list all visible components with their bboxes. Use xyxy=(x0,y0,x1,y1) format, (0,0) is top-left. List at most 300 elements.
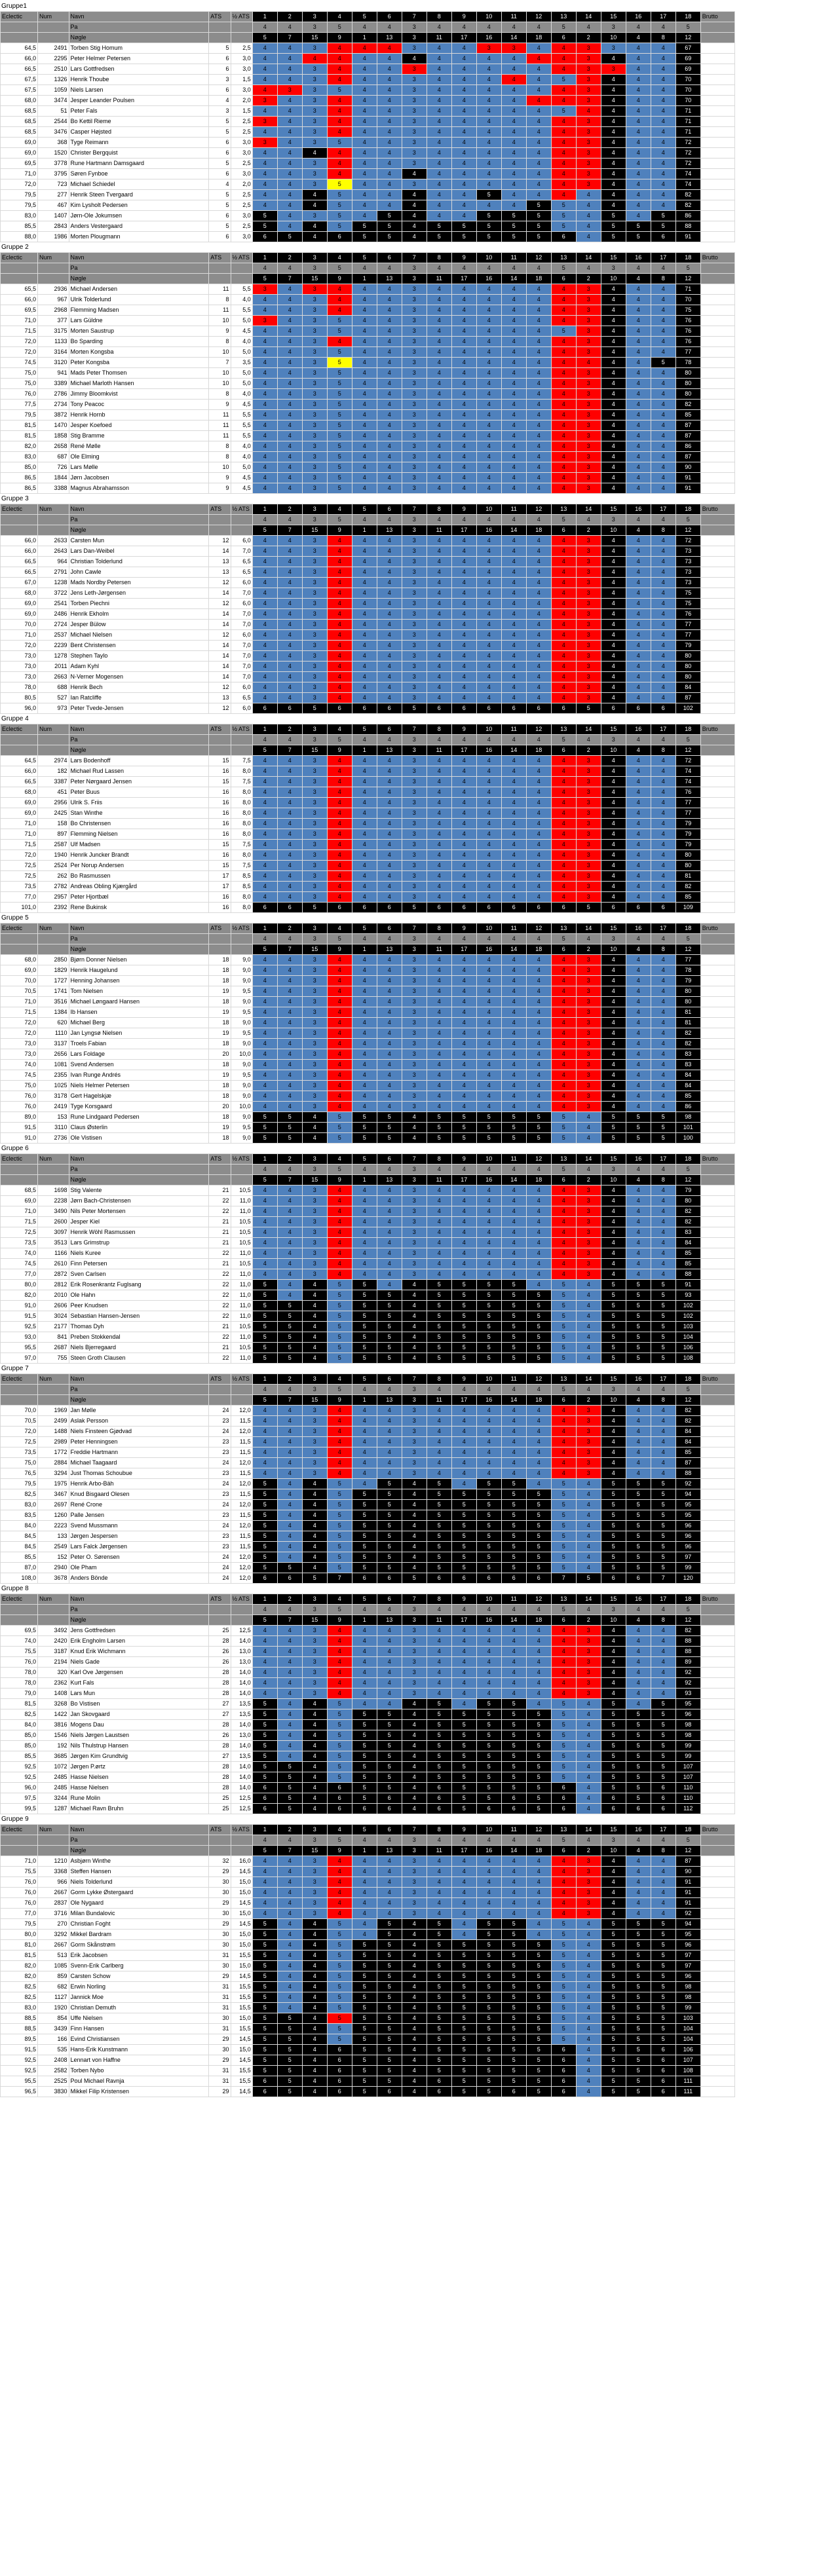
nogle-value: 12 xyxy=(675,1175,700,1185)
hole-score: 4 xyxy=(277,986,302,997)
hole-score: 4 xyxy=(551,986,576,997)
hole-score: 4 xyxy=(651,64,675,75)
hole-score: 4 xyxy=(626,1248,651,1259)
player-row xyxy=(1,379,735,389)
hole-score: 4 xyxy=(526,1468,551,1479)
blank-cell xyxy=(38,515,69,525)
hole-score: 5 xyxy=(352,1720,377,1730)
hole-score: 4 xyxy=(651,1458,675,1468)
hole-score: 4 xyxy=(526,1919,551,1930)
eclectic-score: 74,5 xyxy=(1,1259,38,1269)
hole-score: 4 xyxy=(302,1804,327,1814)
hole-number: 2 xyxy=(277,504,302,515)
hole-score: 5 xyxy=(352,1730,377,1741)
hole-number: 7 xyxy=(402,1594,427,1605)
eclectic-score: 85,5 xyxy=(1,221,38,232)
half-ats-value: 2,5 xyxy=(231,43,252,54)
hole-score: 4 xyxy=(551,1102,576,1112)
hole-score: 4 xyxy=(252,1091,277,1102)
hole-score: 5 xyxy=(352,1940,377,1951)
eclectic-score: 68,5 xyxy=(1,106,38,117)
hole-score: 4 xyxy=(277,1102,302,1112)
hole-score: 96 xyxy=(675,1531,700,1542)
hole-score: 5 xyxy=(252,1301,277,1311)
player-name: Magnus Abrahamsson xyxy=(69,483,209,494)
hole-score: 3 xyxy=(576,1091,601,1102)
hole-score: 4 xyxy=(352,462,377,473)
player-row xyxy=(1,1123,735,1133)
ats-value: 21 xyxy=(209,1217,231,1227)
hole-score: 80 xyxy=(675,986,700,997)
hole-score: 4 xyxy=(651,96,675,106)
player-name: Jørn Jacobsen xyxy=(69,473,209,483)
hole-score: 4 xyxy=(352,85,377,96)
hole-score: 5 xyxy=(252,1961,277,1971)
hole-score: 4 xyxy=(476,1468,501,1479)
hole-score: 4 xyxy=(402,1290,427,1301)
par-value: 3 xyxy=(601,263,626,274)
hole-score: 4 xyxy=(352,808,377,819)
hole-score: 4 xyxy=(476,819,501,829)
hole-score: 4 xyxy=(327,1898,352,1909)
hole-score: 4 xyxy=(352,211,377,221)
hole-score: 4 xyxy=(377,1007,402,1018)
player-name: Bo Vistisen xyxy=(69,1699,209,1709)
hole-score: 4 xyxy=(427,850,451,861)
eclectic-score: 82,5 xyxy=(1,1982,38,1992)
brutto-score xyxy=(700,1353,734,1364)
player-num: 3678 xyxy=(38,1573,69,1584)
hole-score: 4 xyxy=(476,1206,501,1217)
hole-score: 71 xyxy=(675,127,700,138)
hole-score: 4 xyxy=(427,284,451,295)
hole-score: 4 xyxy=(427,798,451,808)
hole-score: 4 xyxy=(651,138,675,148)
hole-score: 4 xyxy=(526,117,551,127)
hole-score: 4 xyxy=(277,368,302,379)
player-row xyxy=(1,2013,735,2024)
hole-score: 5 xyxy=(576,703,601,714)
ats-value: 21 xyxy=(209,1185,231,1196)
hole-score: 4 xyxy=(327,1049,352,1060)
hole-score: 3 xyxy=(302,1447,327,1458)
ats-value: 16 xyxy=(209,766,231,777)
half-ats-value: 14,0 xyxy=(231,1783,252,1793)
half-ats-value: 13,5 xyxy=(231,1699,252,1709)
hole-number: 12 xyxy=(526,924,551,934)
hole-score: 6 xyxy=(501,703,526,714)
hole-score: 3 xyxy=(402,138,427,148)
half-ats-value: 1,5 xyxy=(231,106,252,117)
par-value: 3 xyxy=(302,934,327,944)
hole-score: 4 xyxy=(551,1248,576,1259)
hole-score: 3 xyxy=(302,1248,327,1259)
hole-score: 5 xyxy=(427,1280,451,1290)
ats-value: 16 xyxy=(209,808,231,819)
hole-score: 111 xyxy=(675,2076,700,2087)
hole-score: 5 xyxy=(327,452,352,462)
hole-score: 4 xyxy=(377,410,402,420)
hole-score: 5 xyxy=(277,1563,302,1573)
blank-cell xyxy=(700,1835,734,1846)
hole-score: 4 xyxy=(526,1196,551,1206)
hole-score: 4 xyxy=(427,1007,451,1018)
hole-score: 5 xyxy=(427,1343,451,1353)
hole-score: 4 xyxy=(651,871,675,882)
hole-score: 4 xyxy=(252,1877,277,1888)
nogle-value: 10 xyxy=(601,1615,626,1626)
hole-score: 4 xyxy=(501,159,526,169)
col-eclectic: Eclectic xyxy=(1,12,38,22)
brutto-score xyxy=(700,400,734,410)
hole-score: 4 xyxy=(576,1772,601,1783)
par-value: 4 xyxy=(451,934,476,944)
hole-score: 4 xyxy=(277,1909,302,1919)
hole-score: 4 xyxy=(476,1081,501,1091)
hole-score: 5 xyxy=(551,1563,576,1573)
blank-cell xyxy=(209,1165,231,1175)
hole-number: 12 xyxy=(526,1154,551,1165)
col-ats: ATS xyxy=(209,1374,231,1385)
hole-score: 4 xyxy=(277,567,302,578)
hole-score: 4 xyxy=(352,347,377,358)
hole-score: 4 xyxy=(651,1081,675,1091)
hole-score: 3 xyxy=(302,159,327,169)
player-num: 2940 xyxy=(38,1563,69,1573)
hole-score: 5 xyxy=(651,1290,675,1301)
hole-score: 4 xyxy=(451,1406,476,1416)
hole-score: 4 xyxy=(601,54,626,64)
hole-score: 5 xyxy=(252,1489,277,1500)
hole-score: 72 xyxy=(675,159,700,169)
hole-score: 4 xyxy=(302,1343,327,1353)
hole-score: 82 xyxy=(675,1206,700,1217)
hole-number: 8 xyxy=(427,924,451,934)
hole-score: 4 xyxy=(476,1091,501,1102)
nogle-value: 8 xyxy=(651,1846,675,1856)
nogle-value: 8 xyxy=(651,33,675,43)
hole-score: 4 xyxy=(576,1762,601,1772)
hole-score: 4 xyxy=(327,787,352,798)
eclectic-score: 71,0 xyxy=(1,997,38,1007)
hole-score: 4 xyxy=(601,169,626,179)
hole-score: 4 xyxy=(277,1081,302,1091)
hole-score: 4 xyxy=(352,1856,377,1867)
hole-score: 5 xyxy=(526,1804,551,1814)
par-value: 4 xyxy=(252,1605,277,1615)
brutto-score xyxy=(700,358,734,368)
hole-score: 4 xyxy=(651,190,675,200)
hole-score: 3 xyxy=(402,316,427,326)
hole-score: 4 xyxy=(402,1783,427,1793)
hole-score: 5 xyxy=(377,1783,402,1793)
hole-score: 4 xyxy=(626,1647,651,1657)
blank-cell xyxy=(38,934,69,944)
hole-score: 4 xyxy=(651,1070,675,1081)
hole-score: 3 xyxy=(576,85,601,96)
hole-score: 4 xyxy=(352,159,377,169)
ats-value: 28 xyxy=(209,1689,231,1699)
player-row xyxy=(1,2003,735,2013)
hole-score: 4 xyxy=(402,1951,427,1961)
hole-score: 5 xyxy=(451,232,476,242)
hole-score: 4 xyxy=(576,1971,601,1982)
hole-score: 4 xyxy=(377,567,402,578)
hole-score: 4 xyxy=(451,358,476,368)
hole-score: 93 xyxy=(675,1689,700,1699)
player-name: Henrik Bech xyxy=(69,682,209,693)
hole-score: 3 xyxy=(302,1185,327,1196)
player-row xyxy=(1,54,735,64)
player-name: Poul Michael Ravnja xyxy=(69,2076,209,2087)
hole-score: 4 xyxy=(501,400,526,410)
par-value: 4 xyxy=(277,1165,302,1175)
hole-score: 4 xyxy=(501,54,526,64)
hole-score: 4 xyxy=(427,976,451,986)
brutto-score xyxy=(700,777,734,787)
hole-score: 4 xyxy=(501,1248,526,1259)
nogle-value: 11 xyxy=(427,525,451,536)
hole-score: 4 xyxy=(576,106,601,117)
hole-score: 4 xyxy=(277,441,302,452)
hole-score: 5 xyxy=(651,2003,675,2013)
hole-score: 3 xyxy=(576,599,601,609)
player-row xyxy=(1,1709,735,1720)
hole-score: 5 xyxy=(427,2003,451,2013)
nogle-value: 7 xyxy=(277,274,302,284)
hole-score: 4 xyxy=(352,326,377,337)
player-row xyxy=(1,620,735,630)
eclectic-score: 82,5 xyxy=(1,1489,38,1500)
hole-score: 4 xyxy=(626,1689,651,1699)
hole-score: 3 xyxy=(302,819,327,829)
hole-score: 5 xyxy=(252,221,277,232)
hole-score: 5 xyxy=(451,1793,476,1804)
hole-score: 4 xyxy=(476,546,501,557)
nogle-value: 17 xyxy=(451,274,476,284)
eclectic-score: 82,5 xyxy=(1,1992,38,2003)
scorecard-table xyxy=(0,724,735,913)
hole-score: 4 xyxy=(501,871,526,882)
hole-score: 4 xyxy=(651,347,675,358)
hole-score: 4 xyxy=(302,148,327,159)
half-ats-value: 7,5 xyxy=(231,840,252,850)
hole-score: 4 xyxy=(551,1206,576,1217)
player-row xyxy=(1,1039,735,1049)
half-ats-value: 14,0 xyxy=(231,1741,252,1751)
player-num: 687 xyxy=(38,452,69,462)
hole-score: 5 xyxy=(651,1563,675,1573)
hole-score: 5 xyxy=(476,232,501,242)
hole-score: 5 xyxy=(252,1510,277,1521)
hole-number: 13 xyxy=(551,1154,576,1165)
blank-cell xyxy=(700,934,734,944)
eclectic-score: 89,0 xyxy=(1,1112,38,1123)
hole-number: 11 xyxy=(501,1594,526,1605)
hole-number: 16 xyxy=(626,924,651,934)
col-navn: Navn xyxy=(69,1154,209,1165)
par-value: 5 xyxy=(551,515,576,525)
hole-score: 4 xyxy=(377,672,402,682)
hole-score: 4 xyxy=(377,148,402,159)
hole-score: 5 xyxy=(352,1563,377,1573)
eclectic-score: 70,0 xyxy=(1,1406,38,1416)
brutto-score xyxy=(700,903,734,913)
nogle-value: 9 xyxy=(327,745,352,756)
hole-score: 5 xyxy=(451,1563,476,1573)
hole-score: 82 xyxy=(675,400,700,410)
hole-score: 5 xyxy=(526,2076,551,2087)
hole-score: 4 xyxy=(377,1468,402,1479)
hole-score: 4 xyxy=(601,159,626,169)
hole-score: 4 xyxy=(626,1699,651,1709)
hole-score: 4 xyxy=(526,389,551,400)
player-row xyxy=(1,1961,735,1971)
hole-score: 5 xyxy=(277,2055,302,2066)
player-row xyxy=(1,1982,735,1992)
hole-score: 3 xyxy=(402,777,427,787)
player-row xyxy=(1,882,735,892)
player-row xyxy=(1,441,735,452)
hole-number: 18 xyxy=(675,253,700,263)
hole-number: 12 xyxy=(526,1374,551,1385)
half-ats-value: 14,5 xyxy=(231,2034,252,2045)
player-name: Kurt Fals xyxy=(69,1678,209,1689)
brutto-score xyxy=(700,1919,734,1930)
hole-score: 4 xyxy=(551,337,576,347)
hole-score: 5 xyxy=(352,1280,377,1290)
hole-score: 4 xyxy=(601,808,626,819)
hole-score: 4 xyxy=(352,295,377,305)
hole-score: 4 xyxy=(451,1678,476,1689)
hole-score: 4 xyxy=(626,1898,651,1909)
player-row xyxy=(1,64,735,75)
nogle-value: 15 xyxy=(302,525,327,536)
player-num: 1210 xyxy=(38,1856,69,1867)
hole-score: 5 xyxy=(302,1573,327,1584)
hole-score: 4 xyxy=(252,1227,277,1238)
hole-score: 4 xyxy=(526,64,551,75)
hole-score: 3 xyxy=(302,1227,327,1238)
hole-score: 3 xyxy=(402,483,427,494)
player-row xyxy=(1,1521,735,1531)
blank-cell xyxy=(231,525,252,536)
hole-score: 4 xyxy=(451,756,476,766)
hole-score: 3 xyxy=(576,955,601,965)
hole-score: 3 xyxy=(302,1647,327,1657)
par-value: 4 xyxy=(476,263,501,274)
ats-value: 14 xyxy=(209,609,231,620)
nogle-value: 11 xyxy=(427,1175,451,1185)
hole-score: 4 xyxy=(526,1206,551,1217)
hole-score: 5 xyxy=(501,1123,526,1133)
blank-cell xyxy=(1,263,38,274)
hole-score: 4 xyxy=(551,997,576,1007)
hole-score: 4 xyxy=(651,1227,675,1238)
hole-score: 4 xyxy=(601,1689,626,1699)
eclectic-score: 81,5 xyxy=(1,431,38,441)
hole-score: 4 xyxy=(427,682,451,693)
hole-score: 4 xyxy=(626,410,651,420)
hole-score: 4 xyxy=(526,997,551,1007)
hole-score: 4 xyxy=(352,1479,377,1489)
hole-score: 4 xyxy=(501,1468,526,1479)
half-ats-value: 8,0 xyxy=(231,819,252,829)
player-name: Karl Ove Jørgensen xyxy=(69,1668,209,1678)
par-value: 3 xyxy=(601,934,626,944)
hole-score: 3 xyxy=(402,1049,427,1060)
eclectic-score: 88,0 xyxy=(1,232,38,242)
hole-score: 5 xyxy=(601,1940,626,1951)
hole-score: 4 xyxy=(476,169,501,179)
half-ats-value: 4,0 xyxy=(231,295,252,305)
col-ats: ATS xyxy=(209,504,231,515)
hole-score: 4 xyxy=(601,955,626,965)
hole-score: 3 xyxy=(576,96,601,106)
ats-value: 29 xyxy=(209,1867,231,1877)
nogle-value: 14 xyxy=(501,274,526,284)
half-ats-value: 2,5 xyxy=(231,190,252,200)
ats-value: 16 xyxy=(209,819,231,829)
nogle-value: 7 xyxy=(277,745,302,756)
hole-score: 4 xyxy=(651,316,675,326)
player-row xyxy=(1,840,735,850)
player-num: 1072 xyxy=(38,1762,69,1772)
hole-score: 4 xyxy=(526,316,551,326)
hole-score: 4 xyxy=(377,777,402,787)
hole-score: 4 xyxy=(277,682,302,693)
hole-score: 6 xyxy=(626,1804,651,1814)
player-name: Jesper Leander Poulsen xyxy=(69,96,209,106)
hole-score: 4 xyxy=(352,630,377,641)
player-num: 3476 xyxy=(38,127,69,138)
player-num: 2687 xyxy=(38,1343,69,1353)
hole-score: 4 xyxy=(402,2066,427,2076)
hole-score: 3 xyxy=(402,1657,427,1668)
hole-score: 4 xyxy=(551,284,576,295)
eclectic-score: 72,0 xyxy=(1,850,38,861)
par-value: 5 xyxy=(551,934,576,944)
hole-score: 4 xyxy=(476,1028,501,1039)
hole-score: 4 xyxy=(501,305,526,316)
hole-score: 4 xyxy=(327,1909,352,1919)
hole-score: 3 xyxy=(576,808,601,819)
half-ats-value: 11,0 xyxy=(231,1353,252,1364)
hole-score: 3 xyxy=(302,1102,327,1112)
player-num: 1488 xyxy=(38,1427,69,1437)
par-value: 3 xyxy=(302,735,327,745)
player-num: 166 xyxy=(38,2034,69,2045)
player-num: 2295 xyxy=(38,54,69,64)
hole-score: 5 xyxy=(551,1322,576,1332)
hole-score: 4 xyxy=(352,96,377,106)
hole-score: 5 xyxy=(651,1982,675,1992)
hole-score: 5 xyxy=(252,1699,277,1709)
hole-score: 4 xyxy=(277,1888,302,1898)
hole-score: 4 xyxy=(451,284,476,295)
ats-value: 14 xyxy=(209,546,231,557)
hole-score: 5 xyxy=(626,2076,651,2087)
hole-score: 5 xyxy=(476,1531,501,1542)
hole-score: 4 xyxy=(576,1531,601,1542)
hole-score: 5 xyxy=(501,1510,526,1521)
hole-score: 4 xyxy=(352,829,377,840)
hole-score: 4 xyxy=(526,1888,551,1898)
ats-value: 22 xyxy=(209,1332,231,1343)
par-value: 4 xyxy=(501,263,526,274)
hole-score: 4 xyxy=(427,64,451,75)
brutto-score xyxy=(700,1804,734,1814)
